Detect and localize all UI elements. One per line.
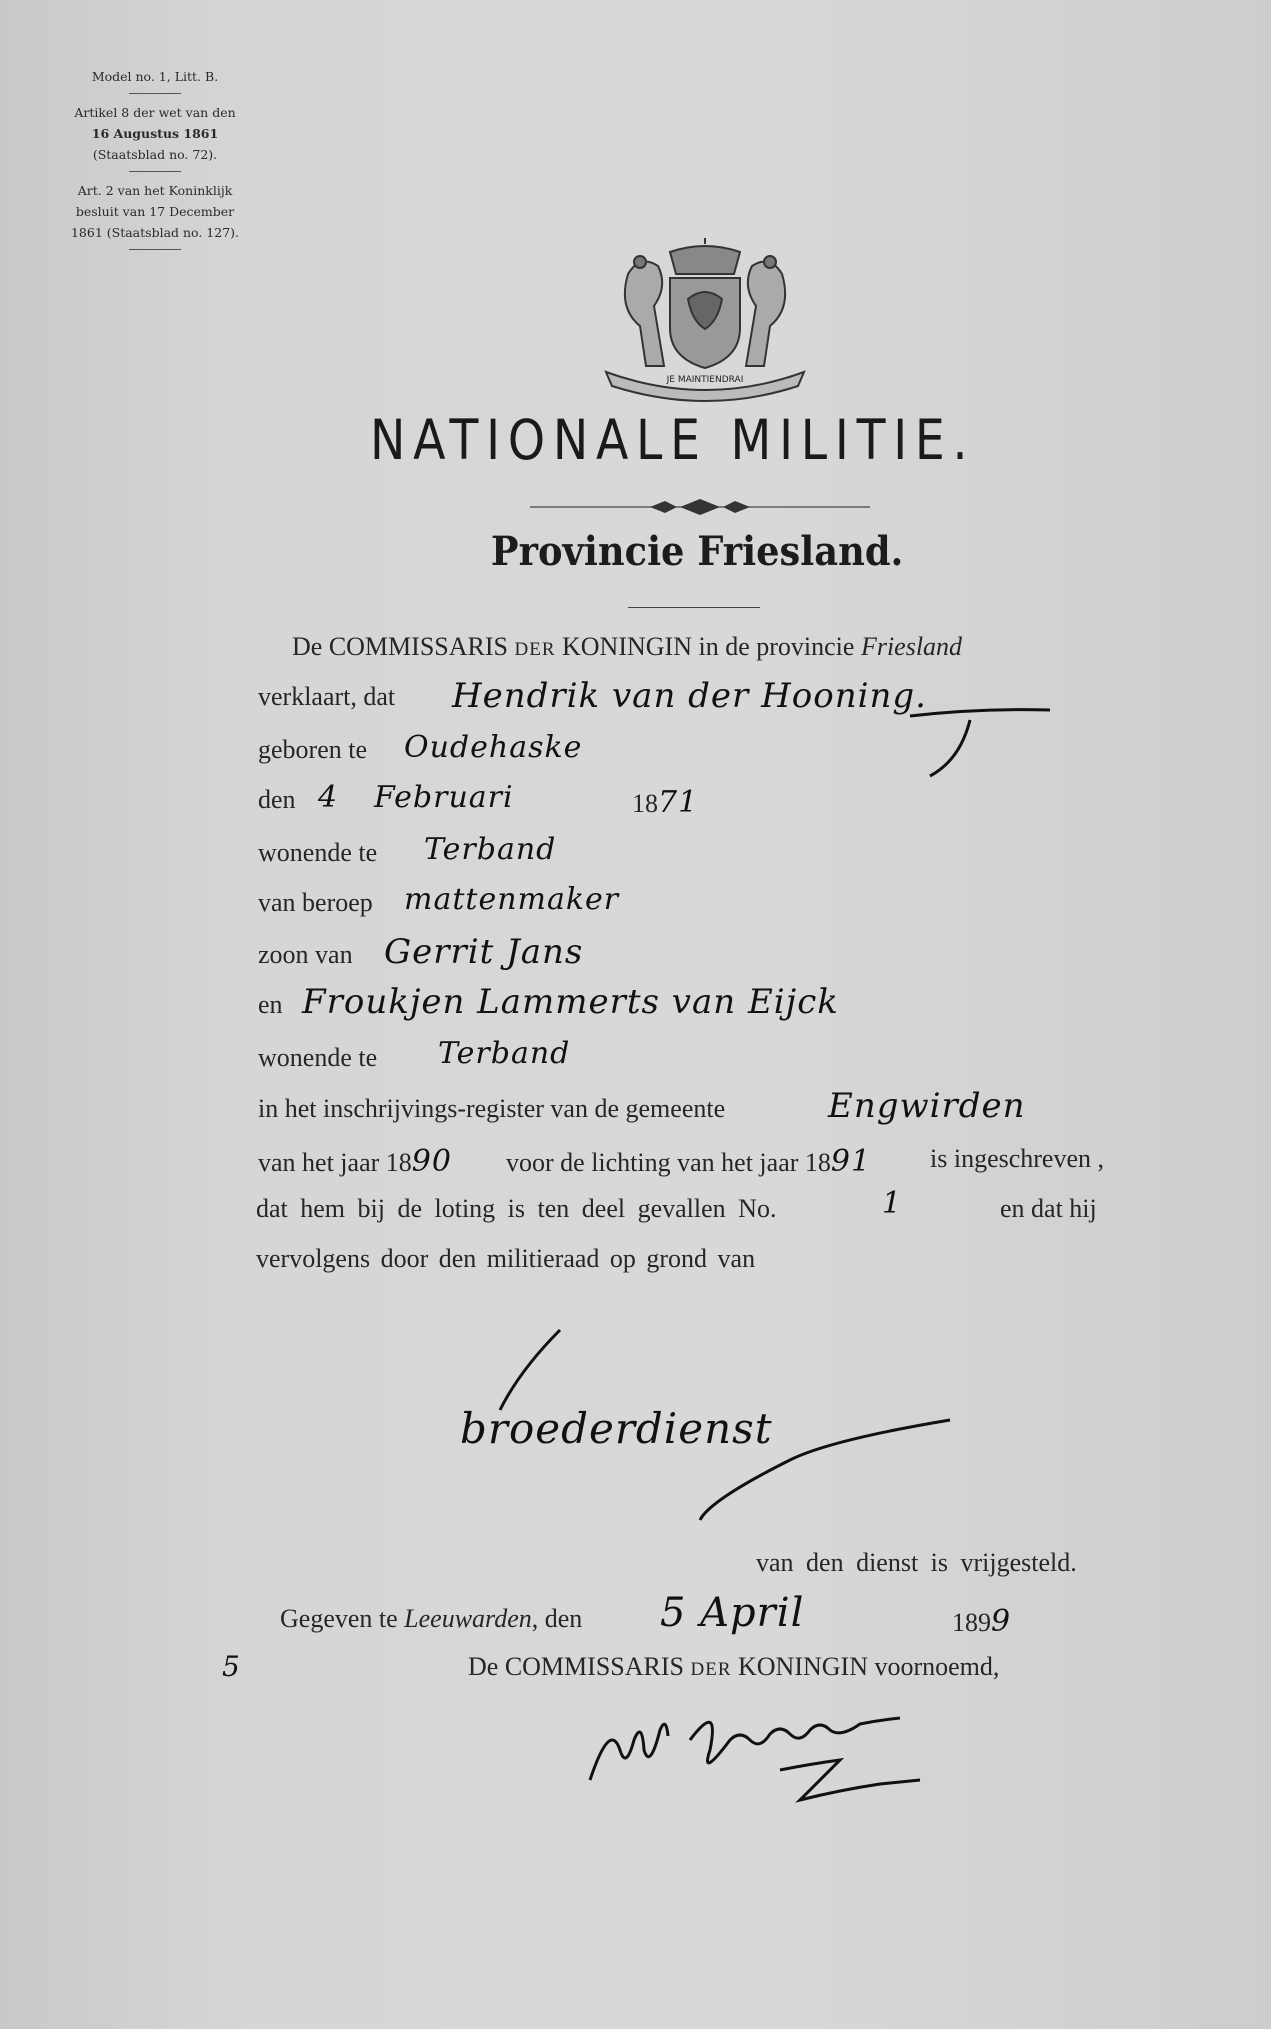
label-commissaris: De COMMISSARIS — [468, 1652, 684, 1681]
birth-year — [632, 785, 698, 820]
commissaris-line — [468, 1652, 999, 1682]
label-vrijgesteld: van den dienst is vrijgesteld. — [756, 1548, 1077, 1577]
divider — [129, 171, 181, 172]
lichting-line — [506, 1144, 871, 1179]
label-koningin-provincie: KONINGIN in de provincie — [562, 632, 855, 661]
label-verklaart: verklaart, dat — [258, 682, 396, 711]
label-jaar: van het jaar — [258, 1148, 380, 1177]
decree-article-line: 1861 (Staatsblad no. 127). — [70, 225, 240, 240]
field-province: Friesland — [860, 632, 963, 661]
decree-article-line: besluit van 17 December — [75, 204, 235, 219]
field-birth-month: Februari — [374, 780, 514, 815]
crest-motto: JE MAINTIENDRAI — [666, 375, 744, 385]
label-ingeschreven: is ingeschreven , — [930, 1144, 1105, 1173]
label-koningin-voornoemd: KONINGIN voornoemd, — [738, 1652, 1000, 1681]
year-prefix: 189 — [952, 1608, 991, 1637]
law-article-line: Artikel 8 der wet van den — [74, 105, 236, 120]
label-loting: dat hem bij de loting is ten deel gevallen No. — [256, 1194, 777, 1223]
legal-reference-block — [40, 66, 270, 258]
field-name: Hendrik van der Hooning. — [452, 676, 927, 716]
field-issue-place: Leeuwarden — [404, 1604, 532, 1633]
field-municipality: Engwirden — [828, 1086, 1026, 1126]
divider — [628, 607, 760, 608]
label-en: en — [258, 990, 283, 1019]
year-prefix: 18 — [804, 1148, 831, 1177]
field-issue-year: 9 — [991, 1604, 1012, 1639]
label-beroep: van beroep — [258, 888, 373, 917]
label-der: DER — [514, 639, 556, 660]
label-den: , den — [531, 1604, 583, 1633]
field-residence: Terband — [424, 832, 557, 867]
signature-icon — [580, 1700, 1000, 1820]
divider — [129, 249, 181, 250]
field-issue-date: 5 April — [660, 1590, 805, 1636]
province-heading — [0, 528, 1271, 575]
label-den: den — [258, 785, 296, 814]
label-de-commissaris: De COMMISSARIS — [292, 632, 508, 661]
field-mother: Froukjen Lammerts van Eijck — [302, 982, 839, 1022]
gegeven-line — [280, 1604, 582, 1634]
issue-year — [952, 1604, 1011, 1639]
label-gegeven: Gegeven te — [280, 1604, 398, 1633]
law-article-line: (Staatsblad no. 72). — [92, 147, 218, 162]
field-birth-year: 71 — [658, 785, 699, 820]
field-birthplace: Oudehaske — [404, 730, 583, 765]
label-en-dat-hij: en dat hij — [1000, 1194, 1097, 1223]
label-lichting: voor de lichting van het jaar — [506, 1148, 799, 1177]
label-vervolgens: vervolgens door den militieraad op grond van — [256, 1244, 756, 1273]
field-register-year: 90 — [411, 1144, 452, 1179]
model-number: Model no. 1, Litt. B. — [91, 69, 219, 84]
coat-of-arms-icon — [600, 244, 810, 409]
label-geboren: geboren te — [258, 735, 368, 764]
ornament-divider-icon — [530, 496, 870, 518]
field-birth-day: 4 — [318, 780, 339, 815]
label-zoon: zoon van — [258, 940, 353, 969]
flourish-icon — [910, 700, 1060, 790]
province-text: Provincie Friesland. — [491, 528, 904, 575]
intro-line — [292, 632, 962, 662]
year-prefix: 18 — [632, 789, 658, 818]
field-lot-number: 1 — [882, 1186, 903, 1221]
label-der: DER — [690, 1659, 732, 1680]
document-title: NATIONALE MILITIE. — [370, 408, 976, 472]
register-year-line — [258, 1144, 452, 1179]
label-wonende-ouders: wonende te — [258, 1043, 378, 1072]
divider — [129, 93, 181, 94]
law-article-line: 16 Augustus 1861 — [91, 126, 219, 141]
year-prefix: 18 — [385, 1148, 412, 1177]
label-register: in het inschrijvings-register van de gemeente — [258, 1094, 726, 1123]
field-father: Gerrit Jans — [384, 932, 584, 972]
field-parents-residence: Terband — [438, 1036, 571, 1071]
field-occupation: mattenmaker — [404, 882, 620, 917]
label-wonende: wonende te — [258, 838, 378, 867]
field-ground: broederdienst — [460, 1404, 773, 1453]
decree-article-line: Art. 2 van het Koninklijk — [77, 183, 233, 198]
field-lichting-year: 91 — [830, 1144, 872, 1179]
flourish-icon — [480, 1330, 960, 1520]
margin-mark: 5 — [222, 1650, 241, 1683]
